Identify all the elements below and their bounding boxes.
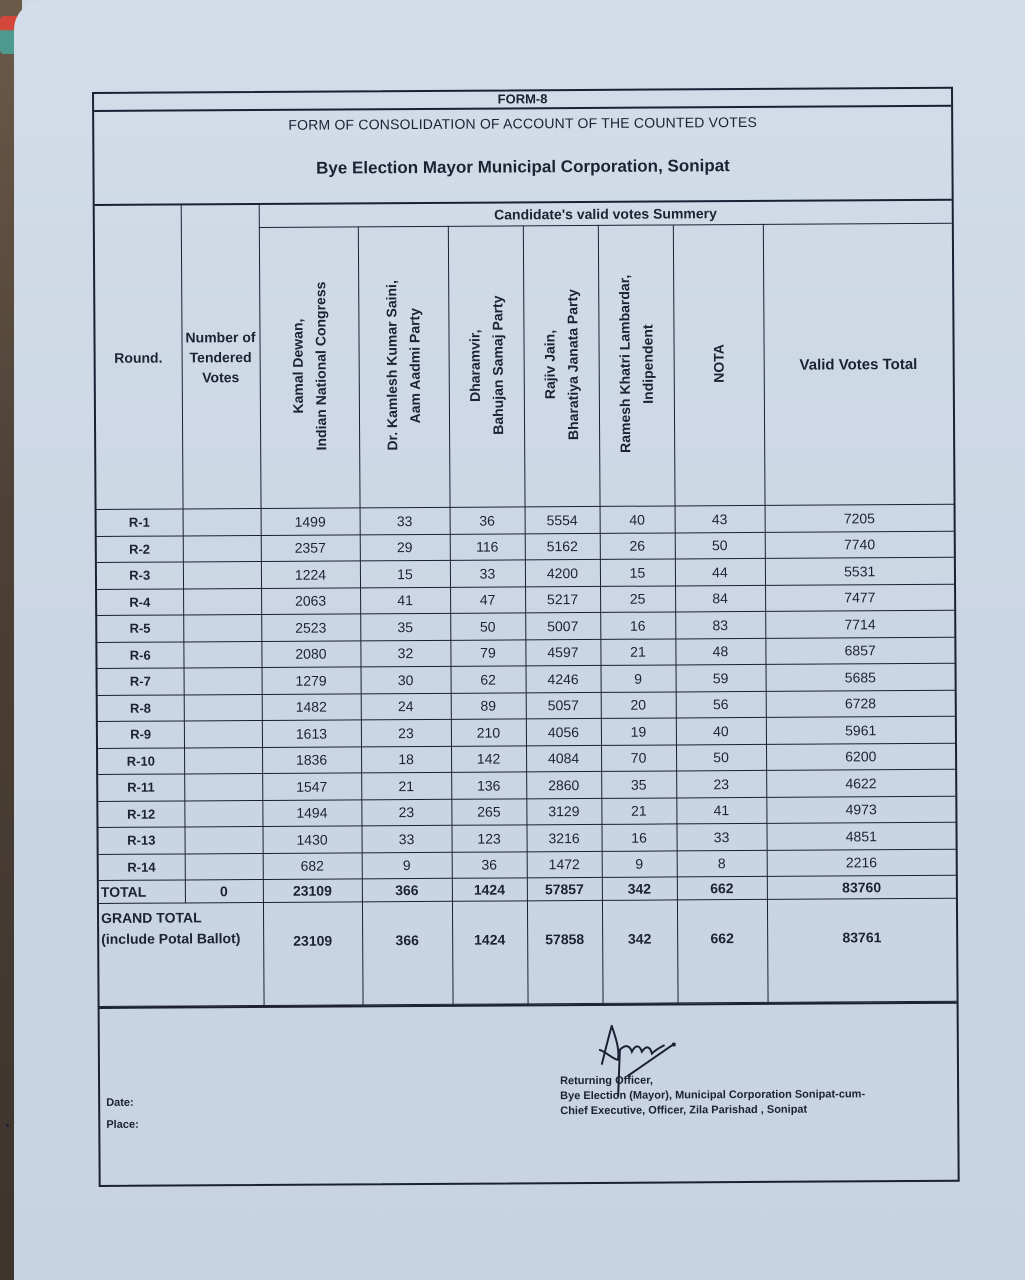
vote-cell: 8 bbox=[677, 850, 767, 877]
valid-votes-total-cell: 6857 bbox=[765, 637, 954, 665]
vote-cell: 9 bbox=[601, 665, 676, 692]
vote-cell: 1472 bbox=[527, 851, 602, 878]
tendered-cell bbox=[183, 641, 261, 668]
valid-votes-total-cell: 5531 bbox=[765, 557, 954, 585]
vote-cell: 50 bbox=[675, 532, 765, 559]
valid-votes-total-cell: 2216 bbox=[767, 849, 956, 877]
total-cell: 23109 bbox=[263, 879, 362, 903]
vote-cell: 116 bbox=[450, 533, 525, 560]
candidate-header bbox=[598, 225, 675, 506]
vote-cell: 36 bbox=[452, 851, 527, 878]
vote-cell: 23 bbox=[361, 719, 451, 746]
valid-votes-total-cell: 5685 bbox=[766, 663, 955, 691]
vote-cell: 4200 bbox=[525, 559, 600, 586]
vote-cell: 1494 bbox=[262, 799, 361, 826]
vote-cell: 50 bbox=[676, 744, 766, 771]
vote-cell: 1224 bbox=[261, 561, 360, 588]
round-cell: R-10 bbox=[98, 747, 184, 774]
vote-cell: 1613 bbox=[262, 720, 361, 747]
tendered-cell bbox=[183, 614, 261, 641]
title-block bbox=[94, 107, 952, 206]
candidate-name: Dr. Kamlesh Kumar Saini, bbox=[383, 280, 401, 451]
vote-cell: 21 bbox=[601, 797, 676, 824]
vote-cell: 20 bbox=[601, 691, 676, 718]
vote-cell: 21 bbox=[600, 638, 675, 665]
vote-cell: 4056 bbox=[526, 718, 601, 745]
vote-cell: 41 bbox=[360, 587, 450, 614]
total-valid-votes: 83760 bbox=[767, 875, 956, 899]
vote-cell: 62 bbox=[451, 666, 526, 693]
vote-cell: 265 bbox=[451, 798, 526, 825]
vote-cell: 19 bbox=[601, 718, 676, 745]
officer-designation-2: Chief Executive, Officer, Zila Parishad , Sonipat bbox=[560, 1103, 808, 1118]
vote-cell: 1836 bbox=[262, 746, 361, 773]
valid-votes-total-cell: 4851 bbox=[766, 822, 955, 850]
candidate-name: Kamal Dewan, bbox=[288, 318, 306, 414]
tendered-cell bbox=[184, 720, 262, 747]
vote-cell: 84 bbox=[675, 585, 765, 612]
valid-votes-total-cell: 7714 bbox=[765, 610, 954, 638]
date-label: Date: bbox=[106, 1096, 134, 1109]
vote-cell: 33 bbox=[676, 823, 766, 850]
officer-designation: Bye Election (Mayor), Municipal Corporation Sonipat-cum- bbox=[560, 1088, 866, 1103]
vote-cell: 25 bbox=[600, 585, 675, 612]
vote-cell: 2080 bbox=[261, 640, 360, 667]
vote-cell: 36 bbox=[450, 507, 525, 534]
vote-cell: 1547 bbox=[262, 773, 361, 800]
tendered-cell bbox=[184, 747, 262, 774]
votes-table bbox=[95, 201, 957, 1007]
valid-votes-total-cell: 7205 bbox=[765, 504, 954, 532]
tendered-cell bbox=[184, 667, 262, 694]
form-number: FORM-8 bbox=[94, 89, 951, 112]
vote-cell: 4246 bbox=[526, 665, 601, 692]
vote-cell: 16 bbox=[601, 824, 676, 851]
round-cell: R-5 bbox=[97, 615, 183, 642]
signature-block bbox=[100, 1002, 958, 1185]
total-cell: 662 bbox=[677, 876, 767, 900]
tendered-cell bbox=[183, 588, 261, 615]
candidate-party: Indipendent bbox=[638, 324, 656, 404]
tendered-cell bbox=[183, 561, 261, 588]
vote-cell: 41 bbox=[676, 797, 766, 824]
candidate-party: Indian National Congress bbox=[311, 281, 329, 451]
vote-cell: 48 bbox=[675, 638, 765, 665]
candidate-party: Aam Aadmi Party bbox=[406, 307, 424, 424]
vote-cell: 70 bbox=[601, 744, 676, 771]
vote-cell: 2357 bbox=[261, 534, 360, 561]
candidate-name: Dharamvir, bbox=[465, 328, 483, 402]
grand-total-row bbox=[99, 898, 957, 1006]
vote-cell: 5007 bbox=[525, 612, 600, 639]
vote-cell: 35 bbox=[601, 771, 676, 798]
round-cell: R-2 bbox=[97, 535, 183, 562]
vote-cell: 26 bbox=[600, 532, 675, 559]
valid-votes-total-cell: 6728 bbox=[766, 690, 955, 718]
vote-cell: 43 bbox=[675, 505, 765, 532]
vote-cell: 47 bbox=[450, 586, 525, 613]
vote-cell: 5554 bbox=[525, 506, 600, 533]
valid-votes-total-header: Valid Votes Total bbox=[763, 223, 954, 505]
vote-cell: 21 bbox=[361, 772, 451, 799]
vote-cell: 1279 bbox=[262, 667, 361, 694]
total-tendered: 0 bbox=[185, 879, 263, 902]
vote-cell: 5217 bbox=[525, 586, 600, 613]
vote-cell: 9 bbox=[362, 852, 452, 879]
tendered-cell bbox=[184, 826, 262, 853]
vote-cell: 18 bbox=[361, 746, 451, 773]
page-speck bbox=[6, 1124, 9, 1127]
vote-cell: 44 bbox=[675, 558, 765, 585]
vote-cell: 15 bbox=[360, 560, 450, 587]
candidate-party: Bahujan Samaj Party bbox=[488, 295, 506, 435]
vote-cell: 59 bbox=[676, 664, 766, 691]
tendered-cell bbox=[184, 773, 262, 800]
vote-cell: 15 bbox=[600, 559, 675, 586]
vote-cell: 3129 bbox=[526, 798, 601, 825]
vote-cell: 24 bbox=[361, 693, 451, 720]
vote-cell: 56 bbox=[676, 691, 766, 718]
grand-total-cell: 342 bbox=[602, 900, 678, 1003]
vote-cell: 83 bbox=[675, 611, 765, 638]
tendered-votes-column-header: Number of Tendered Votes bbox=[181, 205, 261, 509]
vote-cell: 40 bbox=[600, 506, 675, 533]
vote-cell: 23 bbox=[676, 770, 766, 797]
vote-cell: 79 bbox=[450, 639, 525, 666]
vote-cell: 33 bbox=[450, 560, 525, 587]
vote-cell: 136 bbox=[451, 772, 526, 799]
vote-cell: 5057 bbox=[526, 692, 601, 719]
vote-cell: 682 bbox=[263, 852, 362, 879]
vote-cell: 50 bbox=[450, 613, 525, 640]
round-cell: R-1 bbox=[97, 509, 183, 536]
grand-total-cell: 366 bbox=[362, 901, 453, 1005]
nota-header bbox=[673, 224, 765, 506]
vote-cell: 4597 bbox=[525, 639, 600, 666]
candidate-party: Bharatiya Janata Party bbox=[563, 289, 581, 441]
round-cell: R-4 bbox=[97, 588, 183, 615]
form-title: FORM OF CONSOLIDATION OF ACCOUNT OF THE COUNTED VOTES bbox=[288, 113, 758, 133]
vote-cell: 1430 bbox=[262, 826, 361, 853]
vote-cell: 33 bbox=[360, 507, 450, 534]
valid-votes-total-cell: 7740 bbox=[765, 531, 954, 559]
tendered-cell bbox=[183, 508, 261, 535]
round-cell: R-7 bbox=[98, 668, 184, 695]
officer-title: Returning Officer, bbox=[560, 1074, 653, 1088]
vote-cell: 1499 bbox=[261, 508, 360, 535]
round-cell: R-3 bbox=[97, 562, 183, 589]
grand-total-cell: 662 bbox=[677, 899, 768, 1003]
grand-total-cell: 23109 bbox=[263, 902, 363, 1006]
valid-votes-total-cell: 5961 bbox=[766, 716, 955, 744]
round-column-header: Round. bbox=[95, 205, 183, 509]
candidates-summary-header: Candidate's valid votes Summery bbox=[259, 201, 952, 228]
vote-cell: 29 bbox=[360, 534, 450, 561]
candidate-header bbox=[259, 227, 360, 509]
form-subtitle: Bye Election Mayor Municipal Corporation, Sonipat bbox=[316, 156, 730, 178]
round-cell: R-13 bbox=[98, 827, 184, 854]
returning-officer-details bbox=[560, 1072, 865, 1119]
votes-table-body bbox=[97, 504, 956, 880]
candidate-header bbox=[448, 226, 525, 507]
round-cell: R-14 bbox=[99, 853, 185, 880]
valid-votes-total-cell: 4622 bbox=[766, 769, 955, 797]
vote-cell: 5162 bbox=[525, 533, 600, 560]
candidate-header bbox=[523, 225, 600, 506]
total-label: TOTAL bbox=[99, 880, 185, 904]
vote-cell: 123 bbox=[451, 825, 526, 852]
total-cell: 1424 bbox=[452, 878, 527, 901]
vote-cell: 40 bbox=[676, 717, 766, 744]
tendered-cell bbox=[184, 694, 262, 721]
candidate-name: NOTA bbox=[710, 344, 727, 384]
tendered-cell bbox=[185, 853, 263, 880]
vote-cell: 142 bbox=[451, 745, 526, 772]
round-cell: R-8 bbox=[98, 694, 184, 721]
total-cell: 57857 bbox=[527, 877, 602, 900]
vote-cell: 35 bbox=[360, 613, 450, 640]
round-cell: R-9 bbox=[98, 721, 184, 748]
vote-cell: 32 bbox=[360, 640, 450, 667]
vote-cell: 33 bbox=[361, 825, 451, 852]
vote-cell: 4084 bbox=[526, 745, 601, 772]
vote-cell: 1482 bbox=[262, 693, 361, 720]
vote-cell: 89 bbox=[451, 692, 526, 719]
total-cell: 366 bbox=[362, 878, 452, 902]
vote-cell: 30 bbox=[361, 666, 451, 693]
candidate-name: Ramesh Khatri Lambardar, bbox=[615, 275, 633, 454]
vote-cell: 23 bbox=[361, 799, 451, 826]
grand-total-cell: 1424 bbox=[452, 901, 528, 1004]
tendered-cell bbox=[184, 800, 262, 827]
grand-total-valid-votes: 83761 bbox=[767, 898, 957, 1002]
form-8-document bbox=[92, 87, 960, 1187]
valid-votes-total-cell: 6200 bbox=[766, 743, 955, 771]
vote-cell: 2063 bbox=[261, 587, 360, 614]
vote-cell: 210 bbox=[451, 719, 526, 746]
grand-total-cell: 57858 bbox=[527, 900, 603, 1003]
total-cell: 342 bbox=[602, 877, 677, 900]
place-label: Place: bbox=[106, 1118, 139, 1131]
valid-votes-total-cell: 7477 bbox=[765, 584, 954, 612]
vote-cell: 16 bbox=[600, 612, 675, 639]
vote-cell: 3216 bbox=[526, 824, 601, 851]
grand-total-label: GRAND TOTAL (include Potal Ballot) bbox=[99, 902, 264, 1006]
candidate-name: Rajiv Jain, bbox=[540, 330, 558, 400]
tendered-cell bbox=[183, 535, 261, 562]
vote-cell: 2523 bbox=[261, 614, 360, 641]
valid-votes-total-cell: 4973 bbox=[766, 796, 955, 824]
round-cell: R-12 bbox=[98, 800, 184, 827]
candidate-header bbox=[358, 226, 450, 508]
vote-cell: 9 bbox=[602, 850, 677, 877]
round-cell: R-11 bbox=[98, 774, 184, 801]
vote-cell: 2860 bbox=[526, 771, 601, 798]
round-cell: R-6 bbox=[97, 641, 183, 668]
